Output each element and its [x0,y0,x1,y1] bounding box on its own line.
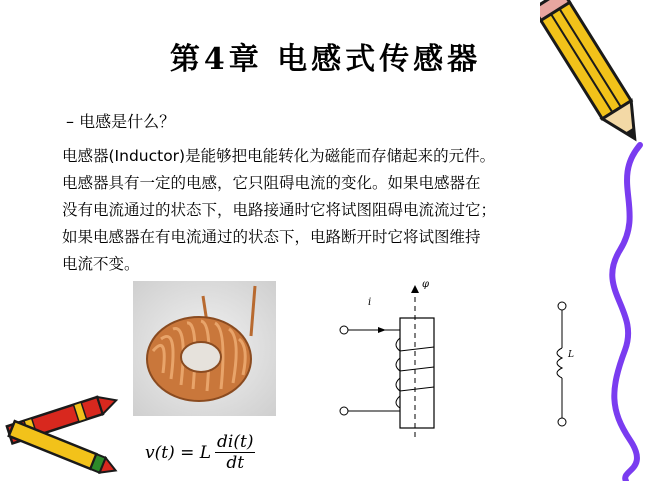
inductance-formula [145,432,255,473]
flux-label: φ [422,279,430,290]
subheading: – 电感是什么？ [66,112,176,131]
inductor-symbol [548,300,588,434]
body-line: 电感器(Inductor)是能够把电能转化为磁能而存储起来的元件。 [62,147,496,165]
inductor-label: L [568,350,574,360]
formula-numerator: di(t) [217,432,254,452]
current-label: i [368,297,372,308]
formula-fraction [215,432,255,473]
body-line: 电感器具有一定的电感，它只阻碍电流的变化。如果电感器在 [62,174,481,192]
body-paragraph [62,143,572,278]
body-line: 电流不变。 [62,255,140,273]
formula-denominator: dt [226,453,245,473]
toroid-inductor-photo [133,281,276,416]
formula-lhs: v(t) = L [145,442,212,463]
inductor-schematic [330,279,450,447]
body-line: 没有电流通过的状态下，电路接通时它将试图阻碍电流流过它； [62,201,497,219]
crayons-decoration-icon [0,388,125,481]
slide-title: 第4章 电感式传感器 [169,42,482,77]
purple-squiggle-icon [600,140,651,481]
body-line: 如果电感器在有电流通过的状态下，电路断开时它将试图维持 [62,228,481,246]
